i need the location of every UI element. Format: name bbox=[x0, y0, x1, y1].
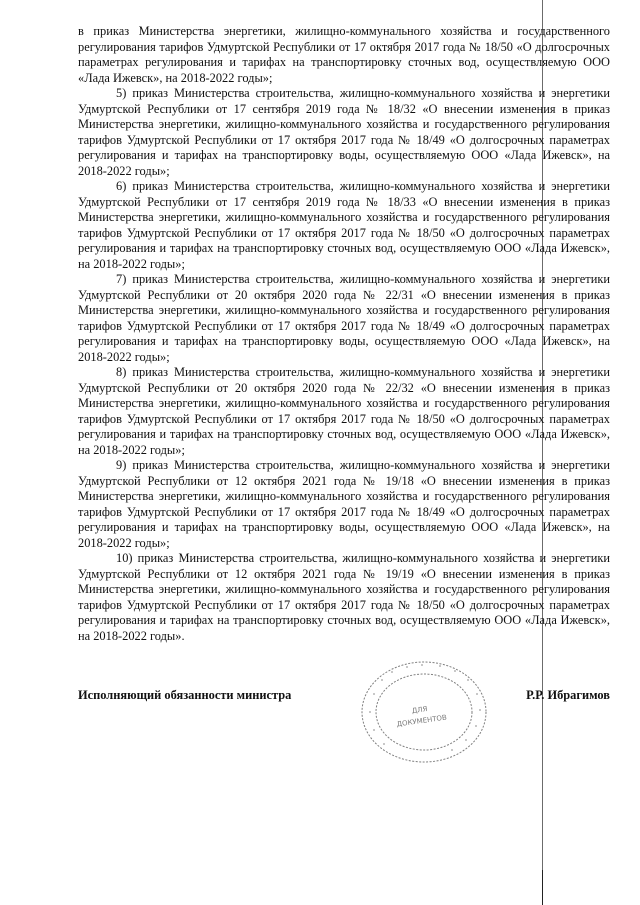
official-stamp bbox=[352, 650, 502, 768]
list-item-8: 8) приказ Министерства строительства, жилищно-коммунального хозяйства и энергетики Удмуртской Республики от 20 октября 2020 года № 22/32 «О внесении изменения в приказ Министерства энергетики, жилищно-коммунального хозяйства и государственного регулирования тарифов Удмуртской Республики от 17 октября 2017 года № 18/50 «О долгосрочных параметрах регулирования и тарифах на транспортировку сточных вод, осуществляемую ООО «Лада Ижевск», на 2018-2022 годы»; bbox=[78, 365, 610, 457]
stamp-text-1: ДЛЯ bbox=[411, 704, 429, 716]
list-item-9: 9) приказ Министерства строительства, жилищно-коммунального хозяйства и энергетики Удмуртской Республики от 12 октября 2021 года № 19/18 «О внесении изменения в приказ Министерства энергетики, жилищно-коммунального хозяйства и государственного регулирования тарифов Удмуртской Республики от 17 октября 2017 года № 18/49 «О долгосрочных параметрах регулирования и тарифах на транспортировку воды, осуществляемую ООО «Лада Ижевск», на 2018-2022 годы»; bbox=[78, 458, 610, 550]
paragraph-continuation: в приказ Министерства энергетики, жилищно-коммунального хозяйства и государственного регулирования тарифов Удмуртской Республики от 17 октября 2017 года № 18/50 «О долгосрочных параметрах регулирования и тарифах на транспортировку сточных вод, осуществляемую ООО «Лада Ижевск», на 2018-2022 годы»; bbox=[78, 24, 610, 85]
document-body bbox=[78, 24, 610, 644]
list-item-6: 6) приказ Министерства строительства, жилищно-коммунального хозяйства и энергетики Удмуртской Республики от 17 сентября 2019 года № 18/33 «О внесении изменения в приказ Министерства энергетики, жилищно-коммунального хозяйства и государственного регулирования тарифов Удмуртской Республики от 17 октября 2017 года № 18/50 «О долгосрочных параметрах регулирования и тарифах на транспортировку сточных вод, осуществляемую ООО «Лада Ижевск», на 2018-2022 годы»; bbox=[78, 179, 610, 271]
stamp-text-2: ДОКУМЕНТОВ bbox=[396, 713, 448, 729]
signatory-name: Р.Р. Ибрагимов bbox=[526, 688, 610, 702]
list-item-5: 5) приказ Министерства строительства, жилищно-коммунального хозяйства и энергетики Удмуртской Республики от 17 сентября 2019 года № 18/32 «О внесении изменения в приказ Министерства энергетики, жилищно-коммунального хозяйства и государственного регулирования тарифов Удмуртской Республики от 17 октября 2017 года № 18/49 «О долгосрочных параметрах регулирования и тарифах на транспортировку воды, осуществляемую ООО «Лада Ижевск», на 2018-2022 годы»; bbox=[78, 86, 610, 178]
list-item-7: 7) приказ Министерства строительства, жилищно-коммунального хозяйства и энергетики Удмуртской Республики от 20 октября 2020 года № 22/31 «О внесении изменения в приказ Министерства энергетики, жилищно-коммунального хозяйства и государственного регулирования тарифов Удмуртской Республики от 17 октября 2017 года № 18/49 «О долгосрочных параметрах регулирования и тарифах на транспортировку воды, осуществляемую ООО «Лада Ижевск», на 2018-2022 годы»; bbox=[78, 272, 610, 364]
scan-artifact-line-bottom bbox=[542, 870, 543, 905]
list-item-10: 10) приказ Министерства строительства, жилищно-коммунального хозяйства и энергетики Удмуртской Республики от 12 октября 2021 года № 19/19 «О внесении изменения в приказ Министерства энергетики, жилищно-коммунального хозяйства и государственного регулирования тарифов Удмуртской Республики от 17 октября 2017 года № 18/50 «О долгосрочных параметрах регулирования и тарифах на транспортировку сточных вод, осуществляемую ООО «Лада Ижевск», на 2018-2022 годы». bbox=[78, 551, 610, 643]
signatory-title: Исполняющий обязанности министра bbox=[78, 688, 292, 702]
